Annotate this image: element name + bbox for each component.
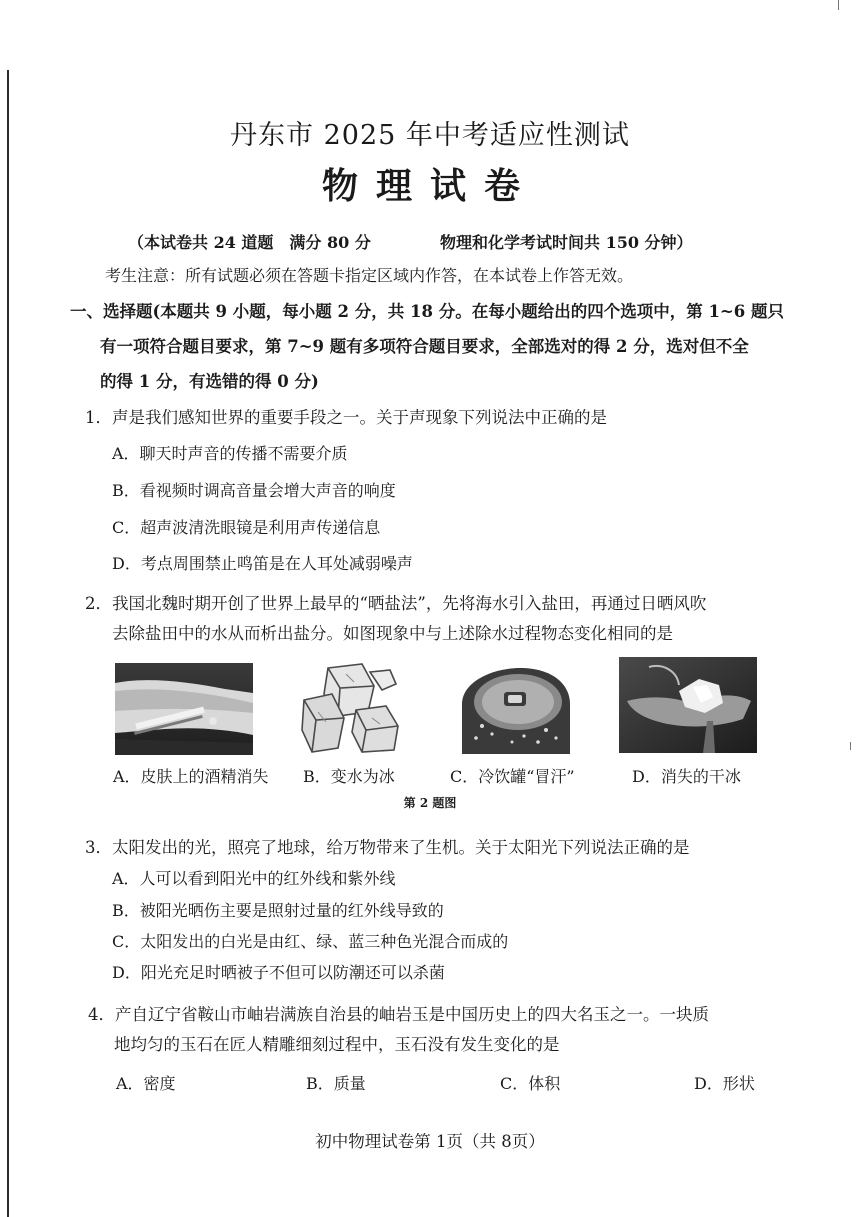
binding-margin-line — [7, 70, 9, 1217]
question-1-option-a: A．聊天时声音的传播不需要介质 — [112, 444, 348, 463]
question-1-option-c: C．超声波清洗眼镜是利用声传递信息 — [112, 518, 381, 537]
figure-2-caption: 第 2 题图 — [403, 796, 457, 810]
question-3-stem: 3．太阳发出的光，照亮了地球，给万物带来了生机。关于太阳光下列说法正确的是 — [85, 838, 690, 857]
question-4-option-d: D．形状 — [694, 1074, 755, 1093]
question-2-stem-line2: 去除盐田中的水从而析出盐分。如图现象中与上述除水过程物态变化相同的是 — [112, 624, 673, 643]
figure-dry-ice — [619, 657, 757, 753]
figure-d-caption: D．消失的干冰 — [632, 767, 741, 786]
question-3-option-b: B．被阳光晒伤主要是照射过量的红外线导致的 — [112, 901, 444, 920]
page-footer: 初中物理试卷第 1页（共 8页） — [315, 1132, 545, 1151]
section-heading-line1: 一、选择题(本题共 9 小题，每小题 2 分，共 18 分。在每小题给出的四个选项中，第 1~6 题只 — [70, 302, 784, 321]
scan-mark — [838, 0, 839, 10]
section-heading-line2: 有一项符合题目要求，第 7~9 题有多项符合题目要求，全部选对的得 2 分，选对但不全 — [100, 337, 749, 356]
question-1-stem: 1．声是我们感知世界的重要手段之一。关于声现象下列说法中正确的是 — [85, 408, 607, 427]
figure-b-caption: B．变水为冰 — [303, 767, 395, 786]
exam-info-left: （本试卷共 24 道题 满分 80 分 — [128, 233, 371, 252]
figure-a-caption: A．皮肤上的酒精消失 — [113, 767, 269, 786]
exam-info-right: 物理和化学考试时间共 150 分钟） — [440, 233, 693, 252]
question-2-stem-line1: 2．我国北魏时期开创了世界上最早的“晒盐法”，先将海水引入盐田，再通过日晒风吹 — [85, 594, 707, 613]
figure-c-caption: C．冷饮罐“冒汗” — [450, 767, 575, 786]
section-heading-line3: 的得 1 分，有选错的得 0 分) — [100, 372, 319, 391]
exam-notice: 考生注意：所有试题必须在答题卡指定区域内作答，在本试卷上作答无效。 — [105, 266, 634, 285]
scan-mark — [850, 742, 851, 750]
subject-title: 物理试卷 — [321, 165, 538, 207]
question-1-option-b: B．看视频时调高音量会增大声音的响度 — [112, 481, 396, 500]
question-4-stem-line1: 4．产自辽宁省鞍山市岫岩满族自治县的岫岩玉是中国历史上的四大名玉之一。一块质 — [88, 1005, 709, 1024]
question-4-option-b: B．质量 — [306, 1074, 366, 1093]
question-3-option-c: C．太阳发出的白光是由红、绿、蓝三种色光混合而成的 — [112, 932, 509, 951]
question-4-option-c: C．体积 — [500, 1074, 561, 1093]
question-3-option-a: A．人可以看到阳光中的红外线和紫外线 — [112, 869, 396, 888]
exam-title: 丹东市 2025 年中考适应性测试 — [230, 120, 630, 151]
question-1-option-d: D．考点周围禁止鸣笛是在人耳处减弱噪声 — [112, 554, 413, 573]
question-4-stem-line2: 地均匀的玉石在匠人精雕细刻过程中，玉石没有发生变化的是 — [114, 1035, 560, 1054]
question-4-option-a: A．密度 — [116, 1074, 176, 1093]
figure-cold-drink-can — [462, 664, 570, 754]
figure-alcohol-on-skin — [115, 663, 253, 755]
question-3-option-d: D．阳光充足时晒被子不但可以防潮还可以杀菌 — [112, 963, 445, 982]
figure-ice-cubes — [298, 660, 408, 756]
